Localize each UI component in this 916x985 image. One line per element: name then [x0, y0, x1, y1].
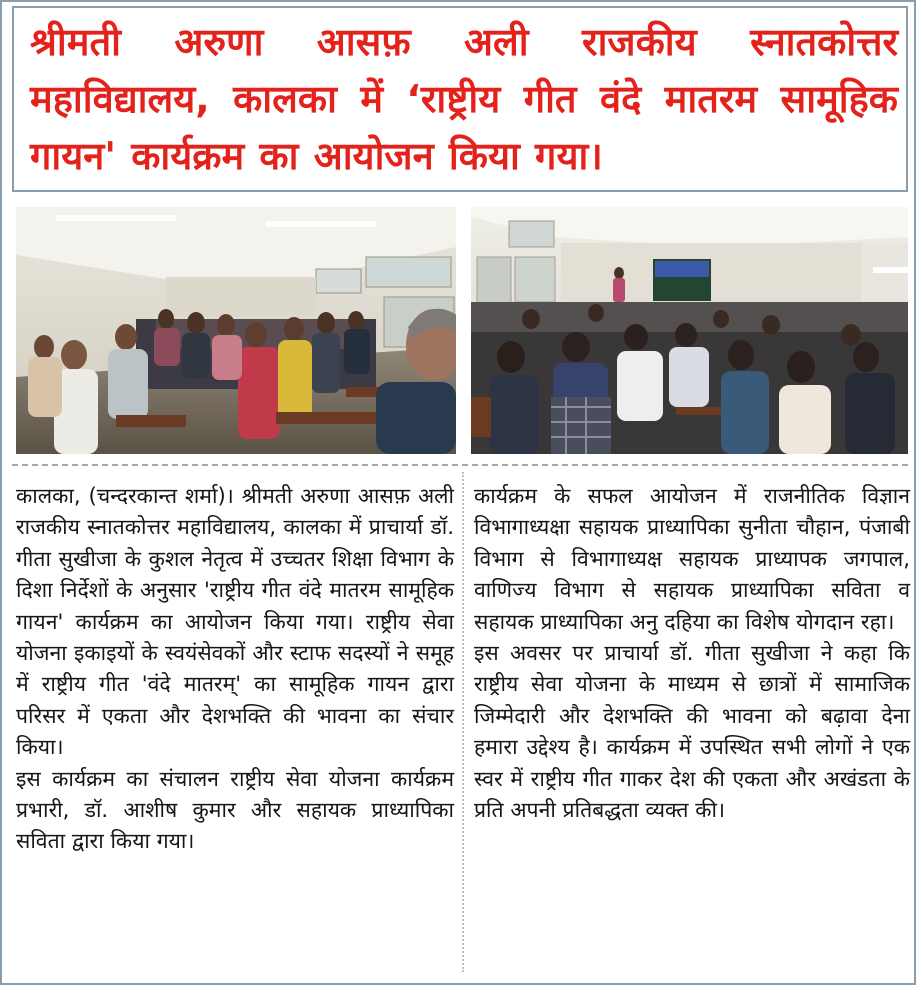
article-paragraph: इस कार्यक्रम का संचालन राष्ट्रीय सेवा योजना कार्यक्रम प्रभारी, डॉ. आशीष कुमार और सहायक प्राध्यापिका सविता द्वारा किया गया। — [16, 765, 454, 854]
article-column-right — [474, 480, 910, 825]
classroom-students-standing-photo — [16, 207, 456, 454]
classroom-students-seated-photo — [471, 207, 908, 454]
headline: श्रीमती अरुणा आसफ़ अली राजकीय स्नातकोत्तर महाविद्यालय, कालका में ‘राष्ट्रीय गीत वंदे मातरम सामूहिक गायन' कार्यक्रम का आयोजन किया गया। — [30, 20, 898, 178]
article-paragraph: इस अवसर पर प्राचार्या डॉ. गीता सुखीजा ने कहा कि राष्ट्रीय सेवा योजना के माध्यम से छात्रों में सामाजिक जिम्मेदारी और देशभक्ति की भावना को बढ़ावा देना हमारा उद्देश्य है। कार्यक्रम में उपस्थित सभी लोगों ने एक स्वर में राष्ट्रीय गीत गाकर देश की एकता और अखंडता के प्रति अपनी प्रतिबद्धता व्यक्त की। — [474, 640, 910, 823]
headline-box — [12, 6, 908, 192]
article-paragraph: कालका, (चन्दरकान्त शर्मा)। श्रीमती अरुणा आसफ़ अली राजकीय स्नातकोत्तर महाविद्यालय, कालका में प्राचार्या डॉ. गीता सुखीजा के कुशल नेतृत्व में उच्चतर शिक्षा विभाग के दिशा निर्देशों के अनुसार 'राष्ट्रीय गीत वंदे मातरम सामूहिक गायन' कार्यक्रम का आयोजन किया गया। राष्ट्रीय सेवा योजना इकाइयों के स्वयंसेवकों और स्टाफ सदस्यों ने समूह में राष्ट्रीय गीत 'वंदे मातरम्' का सामूहिक गायन द्वारा परिसर में एकता और देशभक्ति की भावना का संचार किया। — [16, 483, 454, 760]
article-paragraph: कार्यक्रम के सफल आयोजन में राजनीतिक विज्ञान विभागाध्यक्षा सहायक प्राध्यापिका सुनीता चौहान, पंजाबी विभाग से विभागाध्यक्ष सहायक प्राध्यापक जगपाल, वाणिज्य विभाग से सहायक प्राध्यापिका सविता व सहायक प्राध्यापिका अनु दहिया का विशेष योगदान रहा। — [474, 483, 910, 634]
section-divider — [12, 464, 908, 466]
column-rule — [462, 472, 464, 972]
article-column-left — [16, 480, 454, 857]
